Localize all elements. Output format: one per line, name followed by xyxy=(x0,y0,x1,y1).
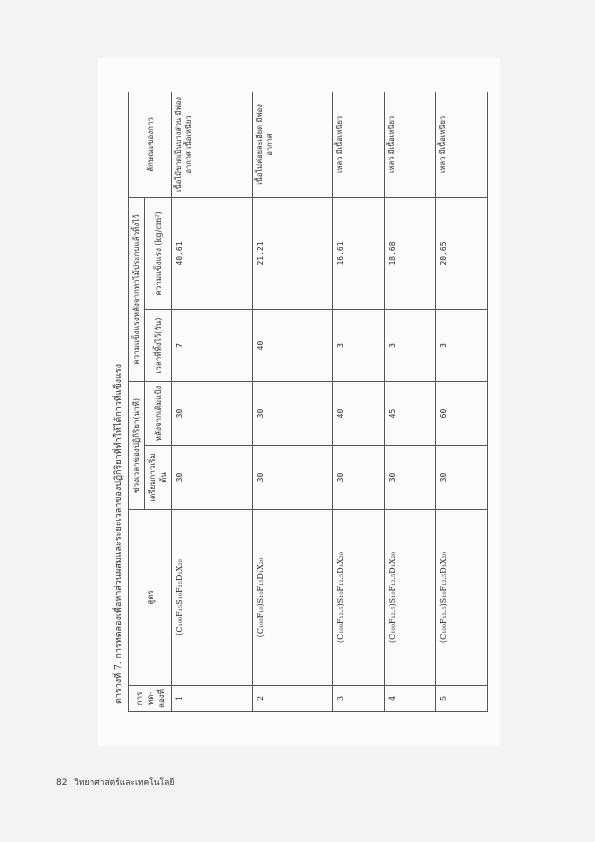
header-after-pitch: หลังจากเติมแป้ง xyxy=(145,382,172,446)
cell-after: 30 xyxy=(172,382,253,446)
cell-strength: 20.65 xyxy=(436,197,488,309)
cell-no: 3 xyxy=(333,686,385,712)
cell-props: เหลว มีเนื้อเหนียว xyxy=(333,92,385,197)
cell-strength: 40.61 xyxy=(172,197,253,309)
cell-days: 7 xyxy=(172,310,253,382)
header-strength: ความแข็งแรง (kg/cm²) xyxy=(145,197,172,309)
cell-formula: (C₁₀₀F₁₅S₁₀F₁₅D₁X₂₀ xyxy=(172,510,253,686)
header-no: การทด-ลองที่ xyxy=(129,686,172,712)
header-props: ลักษณะของกาว xyxy=(129,92,172,197)
table-row xyxy=(333,92,385,712)
table-row xyxy=(436,92,488,712)
cell-after: 30 xyxy=(252,382,333,446)
header-reaction-time: ช่วงเวลาของปฏิกิริยา(นาที) xyxy=(129,382,145,510)
table-row xyxy=(384,92,436,712)
rotated-table-region xyxy=(110,92,490,712)
cell-days: 40 xyxy=(252,310,333,382)
header-row-1 xyxy=(129,92,145,712)
page-number: 82 xyxy=(56,778,68,788)
cell-strength: 21.21 xyxy=(252,197,333,309)
cell-prep: 30 xyxy=(252,446,333,510)
cell-strength: 18.68 xyxy=(384,197,436,309)
cell-prep: 30 xyxy=(333,446,385,510)
table-row xyxy=(252,92,333,712)
cell-no: 5 xyxy=(436,686,488,712)
cell-prep: 30 xyxy=(384,446,436,510)
cell-prep: 30 xyxy=(436,446,488,510)
header-time-days: เวลาที่ทิ้งไว้(วัน) xyxy=(145,310,172,382)
cell-props: เหลว มีเนื้อเหนียว xyxy=(436,92,488,197)
cell-formula: (C₁₀₀F₁₂.₅)S₁₀F₁₂.₅D₁X₂₀ xyxy=(333,510,385,686)
cell-no: 1 xyxy=(172,686,253,712)
table-caption: ตารางที่ 7. การทดลองเพื่อหาส่วนผสมและระยะเวลาของปฏิกิริยาที่ทำให้ได้กาวที่แข็งแรง xyxy=(114,363,124,704)
cell-after: 45 xyxy=(384,382,436,446)
results-table xyxy=(128,92,488,712)
cell-formula: (C₁₀₀F₁₀)S₁₀F₁₅D₁X₂₀ xyxy=(252,510,333,686)
header-prep: เตรียมกาวเริ่มต้น xyxy=(145,446,172,510)
cell-formula: (C₁₀₀F₁₂.₅)S₁₀F₁₂.₅D₁X₂₀ xyxy=(436,510,488,686)
cell-no: 4 xyxy=(384,686,436,712)
header-strength-group: ความแข็งแรงหลังจากทาไม้ประกบแล้วทิ้งไว้ xyxy=(129,197,145,381)
cell-days: 3 xyxy=(436,310,488,382)
cell-formula: (C₁₀₀F₁₂.₅)S₁₀F₁₂.₅D₁X₂₀ xyxy=(384,510,436,686)
table-row xyxy=(172,92,253,712)
cell-strength: 16.61 xyxy=(333,197,385,309)
cell-props: เนื้อไม่ค่อยละเอียด มีฟองอากาศ xyxy=(252,92,333,197)
cell-after: 60 xyxy=(436,382,488,446)
cell-prep: 30 xyxy=(172,446,253,510)
cell-props: เนื้อไม้ขาดเป็นบางส่วน มีฟองอากาศ เนื้อเหนียว xyxy=(172,92,253,197)
rotated-table-content xyxy=(110,92,490,712)
journal-name: วิทยาศาสตร์และเทคโนโลยี xyxy=(74,778,175,788)
page-footer xyxy=(56,776,376,790)
header-formula: สูตร xyxy=(129,510,172,686)
cell-props: เหลว มีเนื้อเหนียว xyxy=(384,92,436,197)
cell-after: 40 xyxy=(333,382,385,446)
cell-days: 3 xyxy=(333,310,385,382)
cell-no: 2 xyxy=(252,686,333,712)
cell-days: 3 xyxy=(384,310,436,382)
